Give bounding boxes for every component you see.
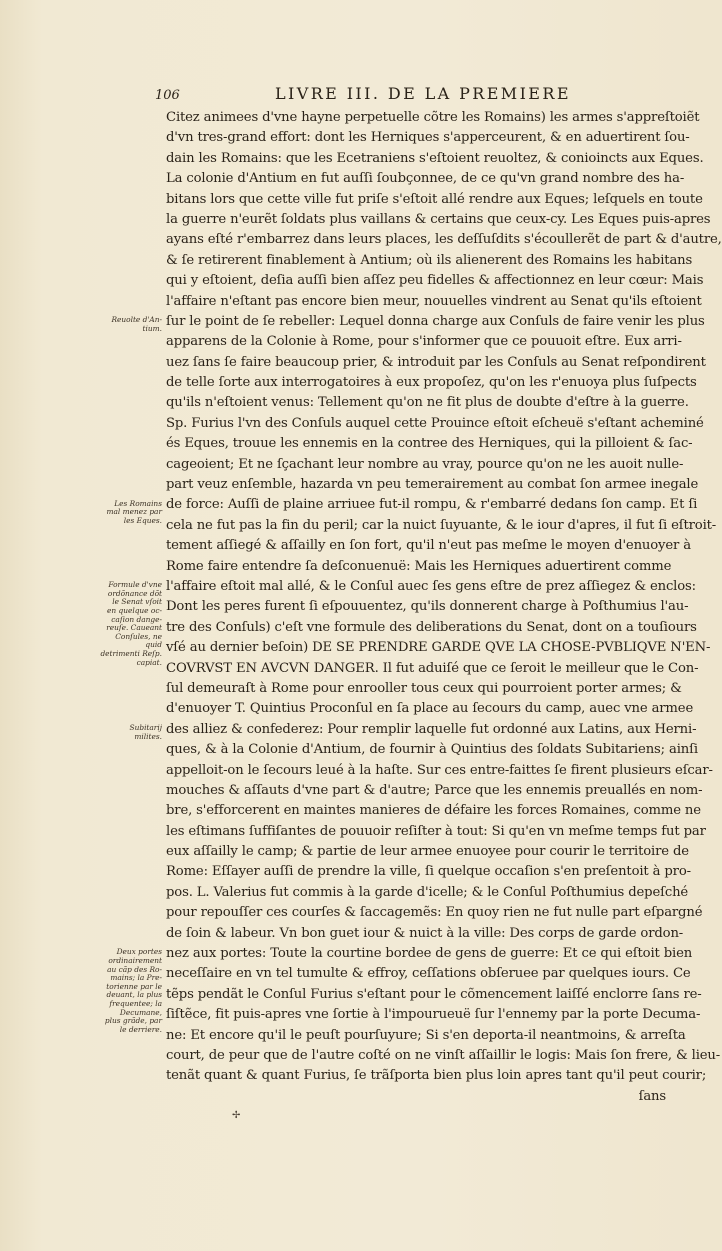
- text-line: bre, s'efforcerent en maintes manieres de défaire les forces Romaines, comme ne: [166, 803, 701, 819]
- text-line: Citez animees d'vne hayne perpetuelle cõtre les Romains) les armes s'appreſtoiẽt: [166, 110, 700, 125]
- text-line: la guerre n'eurẽt ſoldats plus vaillans & certains que ceux-cy. Les Eques puis-apres: [166, 211, 711, 227]
- text-line: des alliez & confederez: Pour remplir laquelle fut ordonné aux Latins, aux Herni-: [166, 721, 697, 737]
- text-line: qu'ils n'eſtoient venus: Tellement qu'on ne fit plus de doubte d'eſtre à la guerre.: [166, 395, 689, 411]
- text-line: pour repouſſer ces courſes & ſaccagemẽs: En quoy rien ne fut nulle part eſpargné: [166, 905, 703, 921]
- text-line: dain les Romains: que les Ecetraniens s'eſtoient reuoltez, & conioincts aux Eques.: [166, 150, 704, 166]
- text-line: ſiſtẽce, fit puis-apres vne ſortie à l'impourueuë ſur l'ennemy par la porte Decuma-: [166, 1007, 701, 1023]
- text-line: ques, & à la Colonie d'Antium, de fournir à Quintius des ſoldats Subitariens; ainſi: [166, 742, 698, 758]
- text-line: eux aſſailly le camp; & partie de leur armee enuoyee pour courir le territoire de: [166, 844, 689, 860]
- text-line: appelloit-on le ſecours leué à la haſte. Sur ces entre-faittes ſe firent plusieurs eſcar-: [166, 762, 713, 778]
- text-line: tenãt quant & quant Furius, ſe trãſporta bien plus loin apres tant qu'il peut courir;: [166, 1068, 707, 1084]
- text-line: l'affaire n'eſtant pas encore bien meur, nouuelles vindrent au Senat qu'ils eſtoient: [166, 293, 702, 309]
- text-line: de telle ſorte aux interrogatoires à eux propoſez, qu'on les r'enuoya plus ſuſpects: [166, 375, 697, 391]
- text-line: cela ne fut pas la fin du peril; car la nuict ſuyuante, & le iour d'apres, il fut ſi eſtroit-: [166, 517, 717, 533]
- text-line: qui y eſtoient, deſia auſſi bien aſſez peu fidelles & affectionnez en leur cœur: Mais: [166, 273, 704, 289]
- text-line: cageoient; Et ne ſçachant leur nombre au vray, pource qu'on ne les auoit nulle-: [166, 456, 684, 472]
- text-line: ne: Et encore qu'il le peuſt pourſuyure; Si s'en deporta-il neantmoins, & arreſta: [166, 1027, 686, 1043]
- text-line: tement aſſiegé & aſſailly en ſon fort, qu'il n'eut pas meſme le moyen d'enuoyer à: [166, 538, 691, 554]
- text-line: ayans eſté r'embarrez dans leurs places, les deſſuſdits s'écoullerẽt de part & d'autre,: [166, 232, 722, 248]
- margin-note: Subitarij milites.: [129, 723, 162, 741]
- text-line: de ſoin & labeur. Vn bon guet iour & nuict à la ville: Des corps de garde ordon-: [166, 925, 684, 941]
- margin-note: Les Romains mal menez par les Eques.: [106, 498, 162, 525]
- text-line: d'enuoyer T. Quintius Proconſul en ſa place au ſecours du camp, auec vne armee: [166, 701, 694, 717]
- running-title: LIVRE III. DE LA PREMIERE: [275, 84, 571, 103]
- text-line: COVRVST EN AVCVN DANGER. Il fut aduiſé que ce ſeroit le meilleur que le Con-: [166, 660, 699, 676]
- text-line: d'vn tres-grand effort: dont les Herniques s'apperceurent, & en aduertirent ſou-: [166, 130, 690, 146]
- text-line: l'affaire eſtoit mal allé, & le Conſul auec ſes gens eſtre de prez aſſiegez & enclos:: [166, 578, 696, 594]
- text-line: Rome: Eſſayer auſſi de prendre la ville, ſi quelque occaſion s'en preſentoit à pro-: [166, 864, 691, 880]
- text-line: court, de peur que de l'autre coſté on ne vinſt aſſaillir le logis: Mais ſon frere, & lieu-: [166, 1047, 721, 1063]
- page-mark: ✢: [232, 1110, 241, 1121]
- text-line: nez aux portes: Toute la courtine bordee de gens de guerre: Et ce qui eſtoit bien: [166, 946, 693, 962]
- text-line: & ſe retirerent finablement à Antium; où ils alienerent des Romains les habitans: [166, 252, 693, 268]
- page-number: 106: [155, 88, 180, 103]
- catchword: ſans: [638, 1088, 666, 1104]
- page-header: [155, 84, 595, 108]
- text-line: pos. L. Valerius fut commis à la garde d'icelle; & le Conſul Poſthumius depeſché: [166, 884, 689, 900]
- text-line: mouches & aſſauts d'vne part & d'autre; Parce que les ennemis preuallés en nom-: [166, 782, 703, 798]
- text-line: bitans lors que cette ville fut priſe s'eſtoit allé rendre aux Eques; leſquels en toute: [166, 191, 703, 207]
- text-line: Rome faire entendre ſa deſconuenuë: Mais les Herniques aduertirent comme: [166, 558, 672, 574]
- text-line: ſur le point de ſe rebeller: Lequel donna charge aux Conſuls de faire venir les plus: [166, 313, 705, 329]
- text-line: La colonie d'Antium en fut auſſi ſoubçonnee, de ce qu'vn grand nombre des ha-: [166, 171, 685, 187]
- margin-note: Formule d'vne ordõnance dõt le Senat vſoit en quelque oc- caſion dange- reuſe. Caueant Conſules, ne quid detrimenti Reſp. capiat.: [100, 580, 162, 667]
- text-line: ſul demeuraſt à Rome pour enrooller tous ceux qui pourroient porter armes; &: [166, 680, 682, 696]
- text-line: tẽps pendãt le Conſul Furius s'eſtant pour le cõmencement laiſſé enclorre ſans re-: [166, 986, 702, 1002]
- text-line: part veuz enſemble, hazarda vn peu temerairement au combat ſon armee inegale: [166, 477, 699, 493]
- text-line: apparens de la Colonie à Rome, pour s'informer que ce pouuoit eſtre. Eux arri-: [166, 334, 682, 350]
- text-line: uez ſans ſe faire beaucoup prier, & introduit par les Conſuls au Senat reſpondirent: [166, 354, 706, 370]
- text-line: tre des Conſuls) c'eſt vne formule des deliberations du Senat, dont on a touſiours: [166, 619, 697, 635]
- body-text: [166, 108, 722, 1107]
- text-line: Dont les peres furent ſi eſpouuentez, qu'ils donnerent charge à Poſthumius l'au-: [166, 599, 689, 615]
- text-line: Sp. Furius l'vn des Conſuls auquel cette Prouince eſtoit eſcheuë s'eſtant acheminé: [166, 415, 704, 431]
- text-line: les eſtimans ſuffiſantes de pouuoir reſiſter à tout: Si qu'en vn meſme temps fut par: [166, 823, 706, 839]
- text-line: és Eques, trouue les ennemis en la contree des Herniques, qui la pilloient & ſac-: [166, 436, 693, 452]
- text-line: de force: Auſſi de plaine arriuee fut-il rompu, & r'embarré dedans ſon camp. Et ſi: [166, 497, 698, 513]
- text-line: vſé au dernier beſoin) DE SE PRENDRE GARDE QVE LA CHOSE-PVBLIQVE N'EN-: [166, 640, 711, 656]
- margin-note: Deux portes ordinairement au cãp des Ro- mains; la Pre- torienne par le deuant, la plus frequentee; la Decumane, plus grãde, par le derriere.: [104, 947, 162, 1034]
- margin-note: Reuolte d'An- tium.: [111, 315, 162, 333]
- text-line: neceſſaire en vn tel tumulte & effroy, ceſſations obſeruee par quelques iours. Ce: [166, 966, 691, 982]
